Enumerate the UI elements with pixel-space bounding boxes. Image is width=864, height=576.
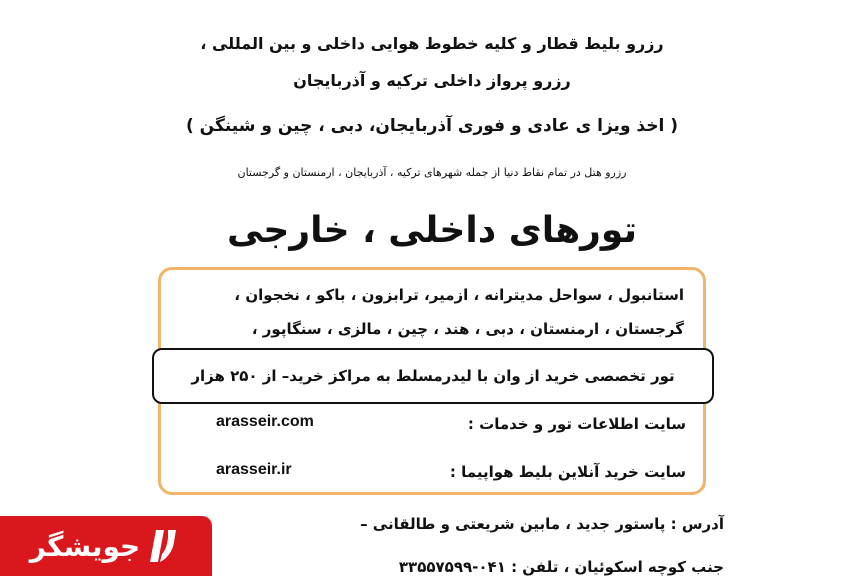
header-line-4: رزرو هتل در تمام نقاط دنیا از جمله شهرهای ترکیه ، آذربایجان ، ارمنستان و گرجستان (237, 166, 627, 179)
site-url-ticket[interactable]: arasseir.ir (216, 461, 292, 478)
header-line-1: رزرو بلیط قطار و کلیه خطوط هوایی داخلی و بین المللی ، (200, 34, 664, 53)
destinations-line-1: استانبول ، سواحل مدیترانه ، ازمیر، ترابزون ، باکو ، نخجوان ، (234, 286, 684, 304)
top-cropped-text-fragment (330, 0, 530, 4)
site-label-ticket: سایت خرید آنلاین بلیط هواپیما : (449, 463, 686, 481)
page-title: تورهای داخلی ، خارجی (227, 210, 637, 251)
address-line-2: جنب کوچه اسکوئیان ، تلفن : ۰۴۱-۳۳۵۵۷۵۹۹ (398, 558, 724, 576)
highlight-text: تور تخصصی خرید از وان با لیدرمسلط به مراکز خرید– از ۲۵۰ هزار (191, 367, 675, 385)
site-url-tour-info[interactable]: arasseir.com (216, 413, 314, 430)
header-line-2: رزرو پرواز داخلی ترکیه و آذربایجان (293, 71, 571, 90)
highlight-box (152, 348, 714, 404)
address-line-1: آدرس : پاستور جدید ، مابین شریعتی و طالقانی – (360, 515, 724, 533)
destinations-line-2: گرجستان ، ارمنستان ، دبی ، هند ، چین ، مالزی ، سنگاپور ، (251, 320, 684, 338)
watermark-text: جویشگر (29, 529, 141, 563)
brand-mark-icon (148, 526, 182, 566)
site-label-tour-info: سایت اطلاعات تور و خدمات : (467, 415, 686, 433)
header-line-3: ( اخذ ویزا ی عادی و فوری آذربایجان، دبی ، چین و شینگن ) (185, 116, 679, 136)
watermark-logo (0, 516, 212, 576)
